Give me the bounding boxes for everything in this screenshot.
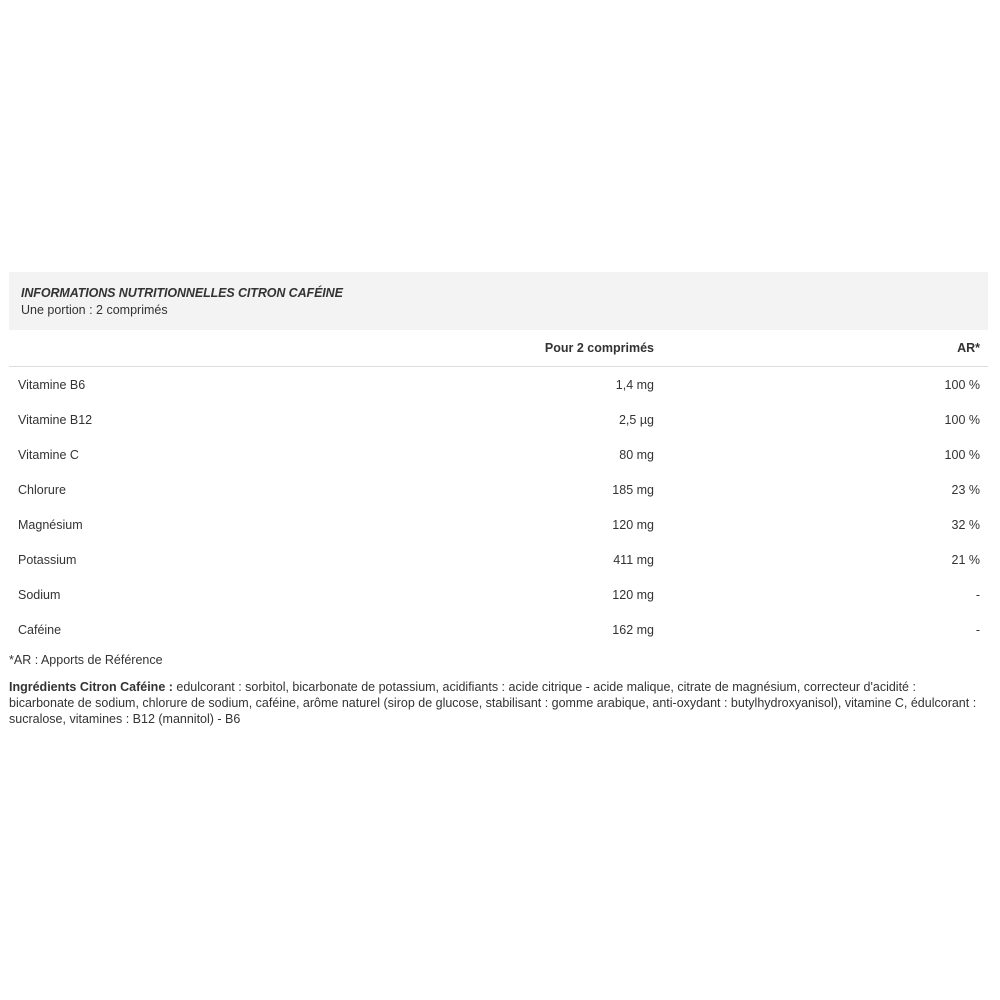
nutrient-quantity: 80 mg bbox=[619, 447, 654, 462]
nutrition-header bbox=[9, 272, 988, 330]
table-row bbox=[9, 507, 988, 542]
nutrient-quantity: 120 mg bbox=[612, 517, 654, 532]
nutrition-panel bbox=[9, 272, 988, 727]
nutrient-ar: - bbox=[975, 622, 980, 637]
nutrient-name: Magnésium bbox=[18, 517, 83, 532]
nutrition-table bbox=[9, 330, 988, 647]
nutrient-ar: 21 % bbox=[951, 552, 980, 567]
nutrient-ar: 32 % bbox=[951, 517, 980, 532]
column-header-ar: AR* bbox=[654, 330, 988, 367]
table-header-row bbox=[9, 330, 988, 367]
table-row bbox=[9, 542, 988, 577]
nutrient-name: Vitamine B12 bbox=[18, 412, 93, 427]
nutrient-name: Sodium bbox=[18, 587, 61, 602]
table-row bbox=[9, 367, 988, 403]
nutrient-quantity: 162 mg bbox=[612, 622, 654, 637]
nutrient-ar: 100 % bbox=[944, 412, 980, 427]
nutrient-quantity: 2,5 µg bbox=[618, 412, 654, 427]
nutrient-quantity: 185 mg bbox=[612, 482, 654, 497]
nutrient-ar: 100 % bbox=[944, 377, 980, 392]
nutrition-title: INFORMATIONS NUTRITIONNELLES CITRON CAFÉINE bbox=[21, 286, 343, 300]
nutrient-quantity: 411 mg bbox=[613, 552, 654, 567]
ingredients-label: Ingrédients Citron Caféine : bbox=[9, 680, 173, 694]
nutrient-name: Caféine bbox=[18, 622, 62, 637]
table-row bbox=[9, 577, 988, 612]
nutrient-ar: 100 % bbox=[944, 447, 980, 462]
nutrient-name: Vitamine B6 bbox=[18, 377, 86, 392]
nutrient-name: Potassium bbox=[18, 552, 77, 567]
column-header-quantity: Pour 2 comprimés bbox=[361, 330, 654, 367]
nutrient-name: Vitamine C bbox=[18, 447, 79, 462]
nutrient-quantity: 1,4 mg bbox=[615, 377, 654, 392]
ingredients-text: edulcorant : sorbitol, bicarbonate de potassium, acidifiants : acide citrique - acide malique, citrate de magnésium, correcteur d'acidité : bicarbonate de sodium, chlorure de sodium, caféine, arôme naturel (sirop de glucose, stabilisant : gomme arabique, anti-oxydant : butylhydroxyanisol), vitamine C, édulcorant : sucralose, vitamines : B12 (mannitol) - B6 bbox=[9, 680, 977, 726]
table-row bbox=[9, 437, 988, 472]
column-header-nutrient bbox=[9, 330, 361, 367]
serving-size: Une portion : 2 comprimés bbox=[21, 303, 168, 317]
table-row bbox=[9, 402, 988, 437]
ingredients-paragraph bbox=[9, 679, 984, 727]
table-row bbox=[9, 472, 988, 507]
reference-footnote: *AR : Apports de Référence bbox=[9, 653, 163, 667]
nutrient-name: Chlorure bbox=[18, 482, 66, 497]
nutrient-quantity: 120 mg bbox=[612, 587, 654, 602]
table-row bbox=[9, 612, 988, 647]
nutrient-ar: 23 % bbox=[951, 482, 980, 497]
nutrient-ar: - bbox=[975, 587, 980, 602]
